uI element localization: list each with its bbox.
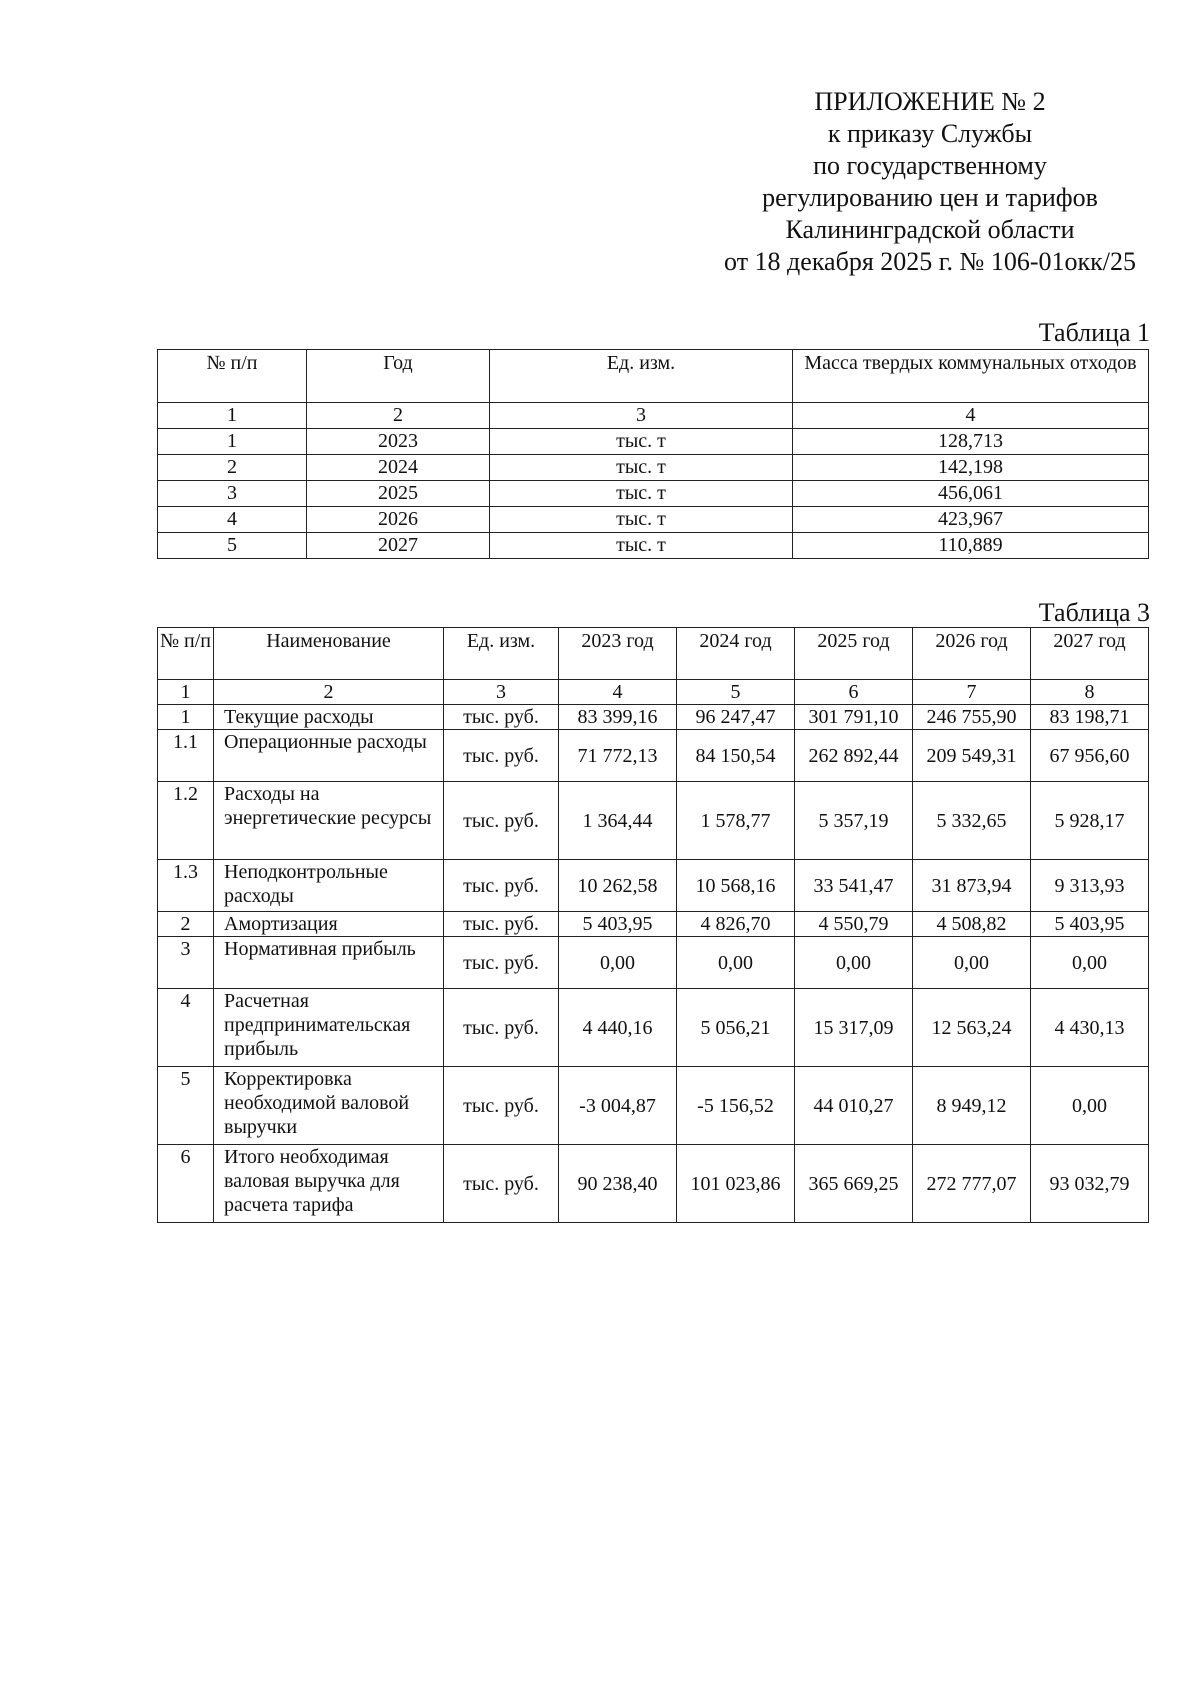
value-2027-cell: 0,00 xyxy=(1031,1067,1149,1145)
value-2027-cell: 9 313,93 xyxy=(1031,860,1149,912)
table-row xyxy=(158,705,1149,730)
value-2026-header: 2026 год xyxy=(913,628,1031,680)
row-number-cell: 3 xyxy=(158,481,307,507)
unit-cell: тыс. руб. xyxy=(444,730,559,782)
value-2025-cell: 15 317,09 xyxy=(795,989,913,1067)
name-cell: Корректировка необходимой валовой выручки xyxy=(214,1067,444,1145)
table-row xyxy=(158,1067,1149,1145)
row-number-cell: 4 xyxy=(158,989,214,1067)
row-number-cell: 4 xyxy=(158,507,307,533)
header-line: ПРИЛОЖЕНИЕ № 2 xyxy=(814,87,1046,116)
appendix-header xyxy=(690,86,1170,278)
value-2024-cell: 1 578,77 xyxy=(677,782,795,860)
year-cell: 2025 xyxy=(307,481,490,507)
value-2026-cell: 12 563,24 xyxy=(913,989,1031,1067)
value-2025-cell: 365 669,25 xyxy=(795,1145,913,1223)
name-cell: Нормативная прибыль xyxy=(214,937,444,989)
unit-cell: тыс. руб. xyxy=(444,912,559,937)
value-2024-cell: 96 247,47 xyxy=(677,705,795,730)
value-2023-cell: 4 xyxy=(559,680,677,705)
row-number-cell: 1 xyxy=(158,705,214,730)
value-2025-cell: 5 357,19 xyxy=(795,782,913,860)
row-number-cell: 5 xyxy=(158,533,307,559)
mass-cell: 110,889 xyxy=(793,533,1149,559)
header-line: по государственному xyxy=(813,151,1047,180)
year-header: Год xyxy=(307,350,490,403)
value-2023-cell: 0,00 xyxy=(559,937,677,989)
value-2023-cell: 5 403,95 xyxy=(559,912,677,937)
unit-cell: 3 xyxy=(444,680,559,705)
table-row xyxy=(158,912,1149,937)
year-cell: 2 xyxy=(307,403,490,429)
name-cell: Итого необходимая валовая выручка для расчета тарифа xyxy=(214,1145,444,1223)
value-2024-cell: 0,00 xyxy=(677,937,795,989)
value-2024-cell: 101 023,86 xyxy=(677,1145,795,1223)
row-number-cell: 1.3 xyxy=(158,860,214,912)
mass-cell: 4 xyxy=(793,403,1149,429)
value-2027-cell: 83 198,71 xyxy=(1031,705,1149,730)
row-number-header: № п/п xyxy=(158,628,214,680)
unit-cell: тыс. руб. xyxy=(444,989,559,1067)
value-2026-cell: 246 755,90 xyxy=(913,705,1031,730)
table-row xyxy=(158,481,1149,507)
table-row xyxy=(158,860,1149,912)
table-row xyxy=(158,455,1149,481)
value-2027-cell: 8 xyxy=(1031,680,1149,705)
value-2025-cell: 262 892,44 xyxy=(795,730,913,782)
value-2027-cell: 67 956,60 xyxy=(1031,730,1149,782)
unit-cell: тыс. руб. xyxy=(444,782,559,860)
value-2024-header: 2024 год xyxy=(677,628,795,680)
table-1 xyxy=(157,349,1149,559)
value-2025-cell: 301 791,10 xyxy=(795,705,913,730)
value-2024-cell: 5 xyxy=(677,680,795,705)
year-cell: 2026 xyxy=(307,507,490,533)
unit-header: Ед. изм. xyxy=(444,628,559,680)
value-2027-cell: 5 403,95 xyxy=(1031,912,1149,937)
value-2027-cell: 4 430,13 xyxy=(1031,989,1149,1067)
value-2026-cell: 31 873,94 xyxy=(913,860,1031,912)
row-number-cell: 1.2 xyxy=(158,782,214,860)
table-3 xyxy=(157,627,1149,1223)
header-row xyxy=(158,628,1149,680)
index-row xyxy=(158,680,1149,705)
mass-cell: 423,967 xyxy=(793,507,1149,533)
value-2026-cell: 7 xyxy=(913,680,1031,705)
unit-cell: тыс. руб. xyxy=(444,1145,559,1223)
unit-cell: тыс. т xyxy=(490,507,793,533)
unit-header: Ед. изм. xyxy=(490,350,793,403)
unit-cell: тыс. руб. xyxy=(444,1067,559,1145)
value-2027-cell: 5 928,17 xyxy=(1031,782,1149,860)
value-2024-cell: 84 150,54 xyxy=(677,730,795,782)
unit-cell: тыс. т xyxy=(490,533,793,559)
header-line: регулированию цен и тарифов xyxy=(762,183,1098,212)
value-2023-cell: 90 238,40 xyxy=(559,1145,677,1223)
value-2027-cell: 0,00 xyxy=(1031,937,1149,989)
value-2027-cell: 93 032,79 xyxy=(1031,1145,1149,1223)
value-2025-cell: 0,00 xyxy=(795,937,913,989)
value-2026-cell: 8 949,12 xyxy=(913,1067,1031,1145)
unit-cell: тыс. т xyxy=(490,429,793,455)
value-2024-cell: 10 568,16 xyxy=(677,860,795,912)
name-cell: 2 xyxy=(214,680,444,705)
value-2023-header: 2023 год xyxy=(559,628,677,680)
value-2023-cell: 71 772,13 xyxy=(559,730,677,782)
name-header: Наименование xyxy=(214,628,444,680)
value-2025-cell: 33 541,47 xyxy=(795,860,913,912)
value-2024-cell: 5 056,21 xyxy=(677,989,795,1067)
header-line: от 18 декабря 2025 г. № 106-01окк/25 xyxy=(724,247,1136,276)
name-cell: Амортизация xyxy=(214,912,444,937)
table-row xyxy=(158,782,1149,860)
unit-cell: 3 xyxy=(490,403,793,429)
table-row xyxy=(158,429,1149,455)
row-number-cell: 5 xyxy=(158,1067,214,1145)
header-line: к приказу Службы xyxy=(827,119,1033,148)
row-number-cell: 2 xyxy=(158,912,214,937)
value-2025-cell: 4 550,79 xyxy=(795,912,913,937)
value-2026-cell: 4 508,82 xyxy=(913,912,1031,937)
value-2027-header: 2027 год xyxy=(1031,628,1149,680)
table-row xyxy=(158,533,1149,559)
name-cell: Неподконтрольные расходы xyxy=(214,860,444,912)
mass-cell: 456,061 xyxy=(793,481,1149,507)
value-2026-cell: 5 332,65 xyxy=(913,782,1031,860)
mass-cell: 142,198 xyxy=(793,455,1149,481)
header-line: Калининградской области xyxy=(785,215,1075,244)
name-cell: Текущие расходы xyxy=(214,705,444,730)
row-number-cell: 1 xyxy=(158,403,307,429)
mass-cell: 128,713 xyxy=(793,429,1149,455)
name-cell: Операционные расходы xyxy=(214,730,444,782)
row-number-header: № п/п xyxy=(158,350,307,403)
name-cell: Расчетная предпринимательская прибыль xyxy=(214,989,444,1067)
table1-caption: Таблица 1 xyxy=(1038,318,1150,347)
value-2023-cell: 1 364,44 xyxy=(559,782,677,860)
value-2025-header: 2025 год xyxy=(795,628,913,680)
unit-cell: тыс. руб. xyxy=(444,937,559,989)
row-number-cell: 3 xyxy=(158,937,214,989)
value-2023-cell: 10 262,58 xyxy=(559,860,677,912)
value-2024-cell: 4 826,70 xyxy=(677,912,795,937)
table-row xyxy=(158,730,1149,782)
header-row xyxy=(158,350,1149,403)
table-row xyxy=(158,507,1149,533)
value-2023-cell: -3 004,87 xyxy=(559,1067,677,1145)
row-number-cell: 1 xyxy=(158,680,214,705)
table-row xyxy=(158,1145,1149,1223)
value-2026-cell: 272 777,07 xyxy=(913,1145,1031,1223)
table3-caption: Таблица 3 xyxy=(1038,598,1150,627)
row-number-cell: 1 xyxy=(158,429,307,455)
value-2026-cell: 0,00 xyxy=(913,937,1031,989)
value-2023-cell: 83 399,16 xyxy=(559,705,677,730)
year-cell: 2027 xyxy=(307,533,490,559)
value-2025-cell: 44 010,27 xyxy=(795,1067,913,1145)
unit-cell: тыс. руб. xyxy=(444,860,559,912)
unit-cell: тыс. т xyxy=(490,455,793,481)
value-2026-cell: 209 549,31 xyxy=(913,730,1031,782)
unit-cell: тыс. руб. xyxy=(444,705,559,730)
year-cell: 2023 xyxy=(307,429,490,455)
row-number-cell: 1.1 xyxy=(158,730,214,782)
value-2024-cell: -5 156,52 xyxy=(677,1067,795,1145)
table-row xyxy=(158,989,1149,1067)
index-row xyxy=(158,403,1149,429)
year-cell: 2024 xyxy=(307,455,490,481)
value-2025-cell: 6 xyxy=(795,680,913,705)
mass-header: Масса твердых коммунальных отходов xyxy=(793,350,1149,403)
table-row xyxy=(158,937,1149,989)
unit-cell: тыс. т xyxy=(490,481,793,507)
row-number-cell: 6 xyxy=(158,1145,214,1223)
value-2023-cell: 4 440,16 xyxy=(559,989,677,1067)
row-number-cell: 2 xyxy=(158,455,307,481)
name-cell: Расходы на энергетические ресурсы xyxy=(214,782,444,860)
